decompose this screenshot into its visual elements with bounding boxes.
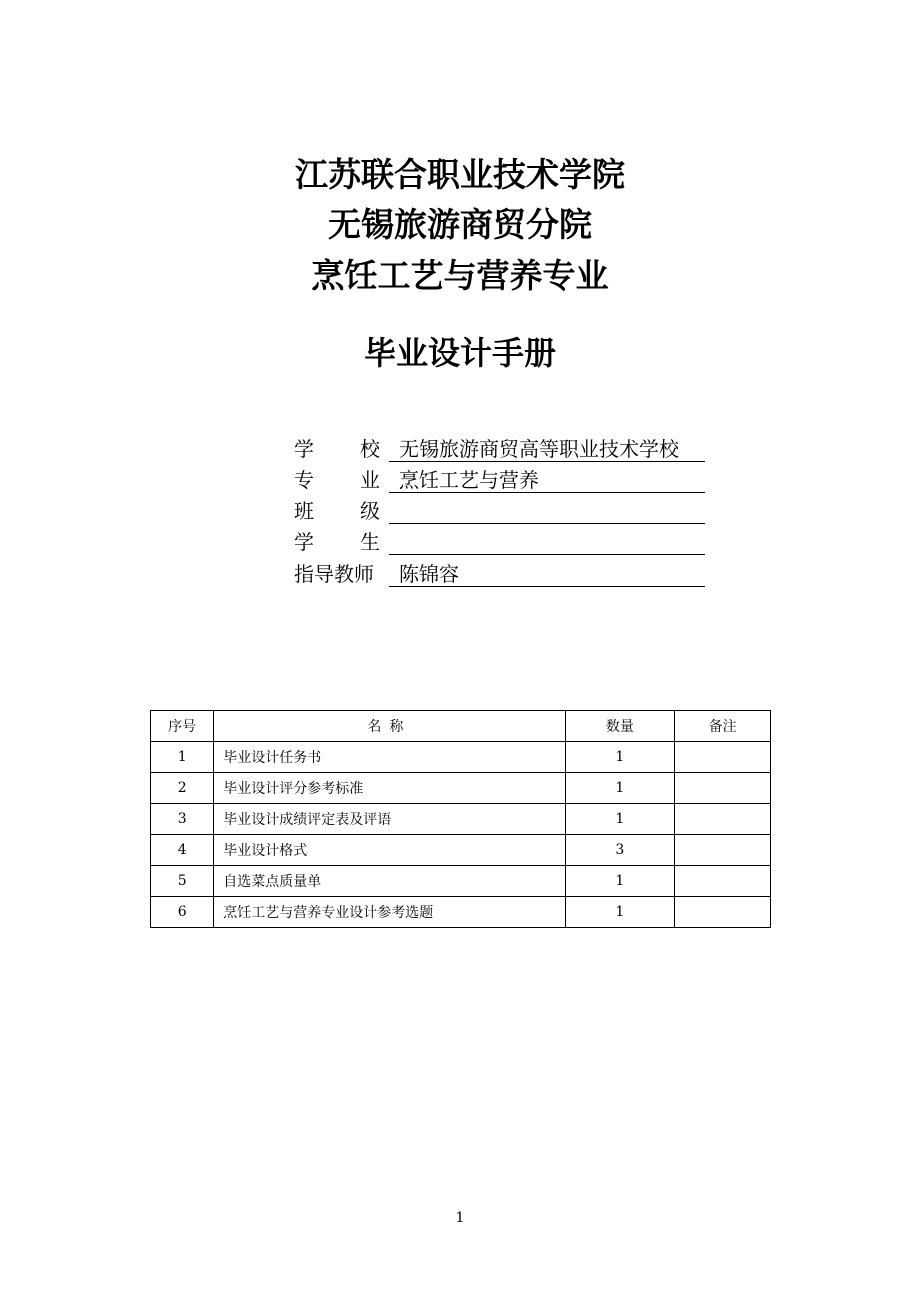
table-row [151, 742, 771, 773]
table-row [151, 866, 771, 897]
row-no: 1 [151, 742, 214, 773]
documents-table [150, 710, 771, 928]
school-label-a: 学 [294, 437, 314, 461]
row-no: 6 [151, 897, 214, 928]
major-title: 烹饪工艺与营养专业 [311, 256, 609, 295]
header-note: 备注 [675, 711, 771, 742]
class-label-a: 班 [294, 499, 314, 523]
table-header-row [151, 711, 771, 742]
row-note [675, 897, 771, 928]
row-no: 4 [151, 835, 214, 866]
row-qty: 1 [565, 742, 675, 773]
row-name: 毕业设计评分参考标准 [214, 773, 565, 804]
row-name: 自选菜点质量单 [214, 866, 565, 897]
row-note [675, 773, 771, 804]
row-qty: 1 [565, 773, 675, 804]
header-no: 序号 [151, 711, 214, 742]
info-row-major [294, 465, 714, 497]
info-row-teacher [294, 559, 714, 591]
row-name: 烹饪工艺与营养专业设计参考选题 [214, 897, 565, 928]
row-qty: 1 [565, 897, 675, 928]
row-no: 2 [151, 773, 214, 804]
college-title: 江苏联合职业技术学院 [295, 155, 625, 194]
row-no: 5 [151, 866, 214, 897]
class-label [294, 496, 380, 526]
table-row [151, 897, 771, 928]
row-name: 毕业设计任务书 [214, 742, 565, 773]
info-row-class [294, 496, 714, 528]
class-value [389, 496, 705, 524]
row-qty: 3 [565, 835, 675, 866]
info-row-school [294, 434, 714, 466]
major-label [294, 465, 380, 495]
school-label [294, 434, 380, 464]
school-value: 无锡旅游商贸高等职业技术学校 [389, 434, 705, 462]
row-note [675, 804, 771, 835]
school-label-b: 校 [360, 437, 380, 461]
table-row [151, 835, 771, 866]
header-name: 名称 [214, 711, 565, 742]
info-row-student [294, 527, 714, 559]
page-number: 1 [455, 1210, 465, 1226]
student-label [294, 527, 380, 557]
table-row [151, 773, 771, 804]
student-value [389, 527, 705, 555]
table-row [151, 804, 771, 835]
row-note [675, 835, 771, 866]
teacher-value: 陈锦容 [389, 559, 705, 587]
row-name: 毕业设计格式 [214, 835, 565, 866]
row-note [675, 866, 771, 897]
row-qty: 1 [565, 804, 675, 835]
major-label-b: 业 [360, 468, 380, 492]
branch-title: 无锡旅游商贸分院 [328, 205, 592, 244]
student-label-a: 学 [294, 530, 314, 554]
major-label-a: 专 [294, 468, 314, 492]
handbook-title: 毕业设计手册 [363, 334, 556, 372]
teacher-label: 指导教师 [294, 562, 374, 586]
row-note [675, 742, 771, 773]
student-label-b: 生 [360, 530, 380, 554]
row-qty: 1 [565, 866, 675, 897]
row-no: 3 [151, 804, 214, 835]
class-label-b: 级 [360, 499, 380, 523]
row-name: 毕业设计成绩评定表及评语 [214, 804, 565, 835]
major-value: 烹饪工艺与营养 [389, 465, 705, 493]
header-qty: 数量 [565, 711, 675, 742]
